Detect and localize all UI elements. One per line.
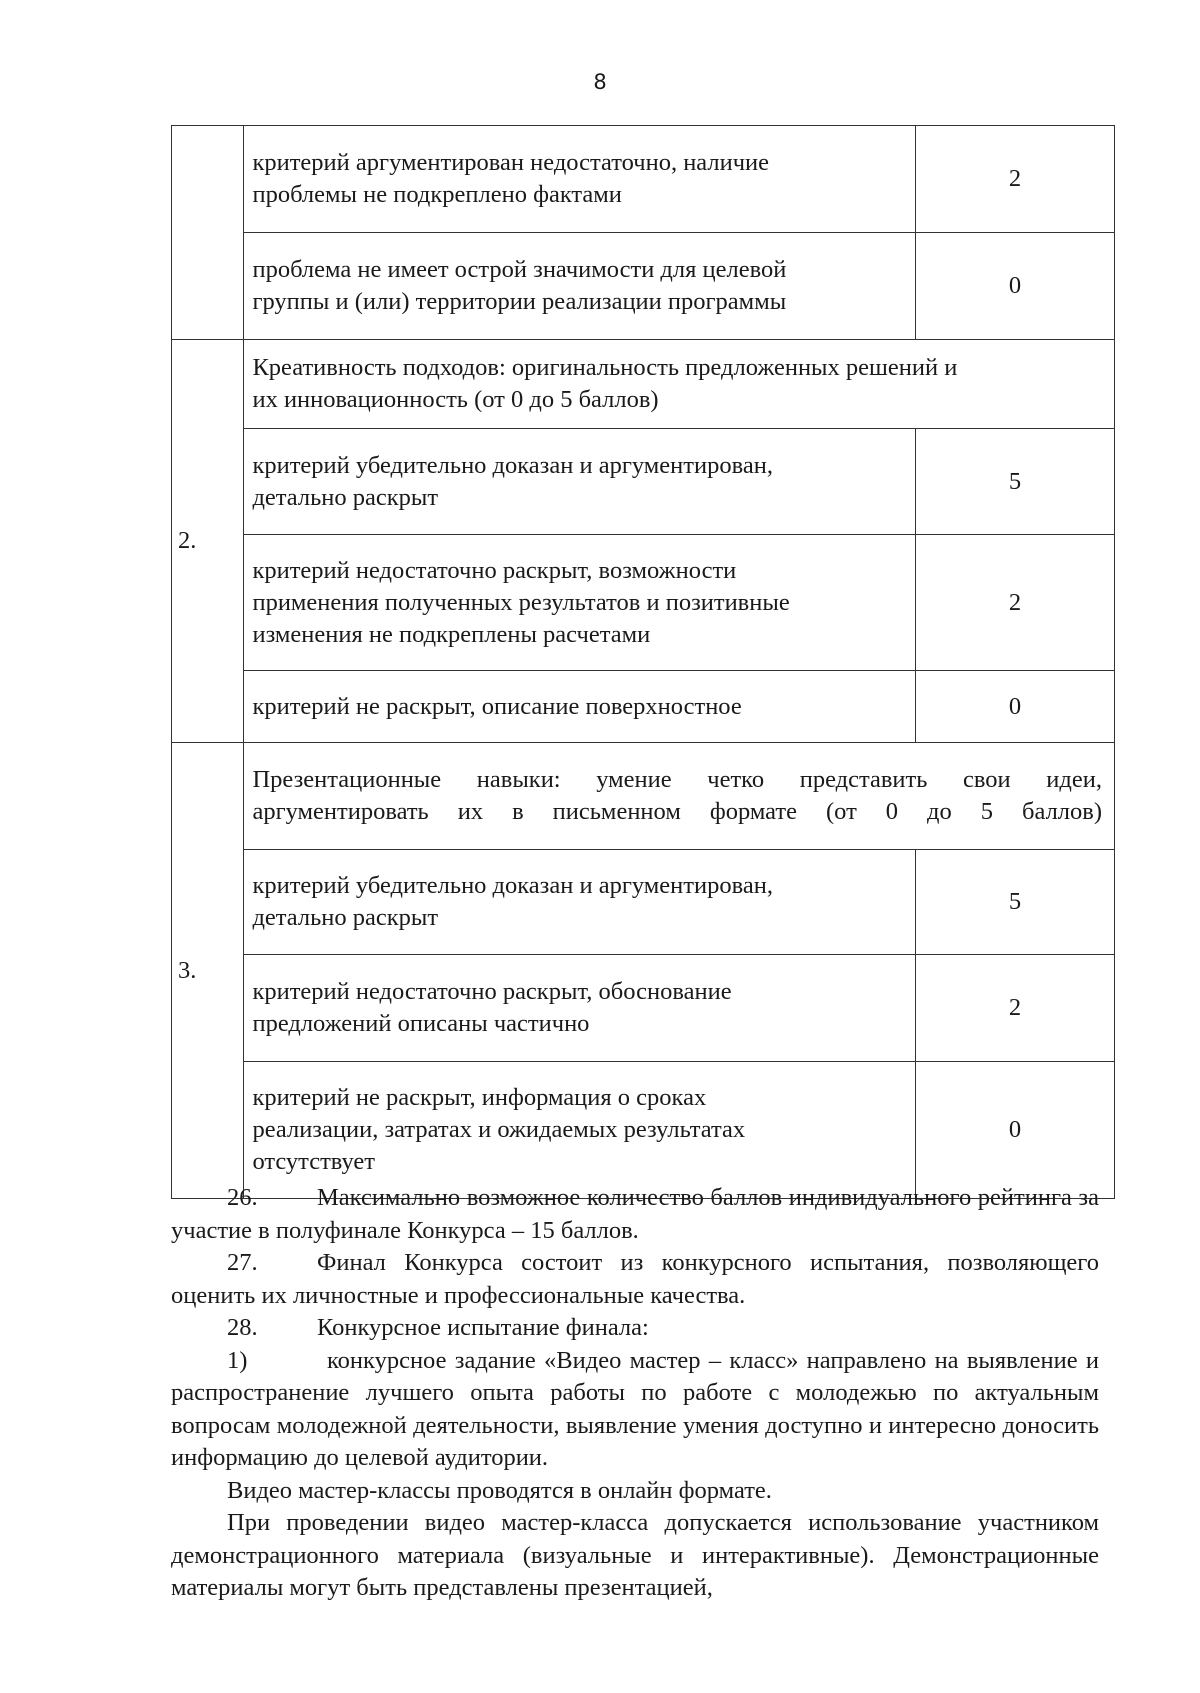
criterion-score: 2 (916, 955, 1115, 1062)
criterion-description: критерий недостаточно раскрыт, возможности применения полученных результатов и позитивные изменения не подкреплены расчетами (244, 535, 916, 671)
criterion-description: критерий убедительно доказан и аргументирован, детально раскрыт (244, 429, 916, 535)
criterion-score: 0 (916, 671, 1115, 743)
criterion-score: 5 (916, 429, 1115, 535)
paragraph-26: 26. Максимально возможное количество баллов индивидуального рейтинга за участие в полуфинале Конкурса – 15 баллов. (171, 1184, 1099, 1244)
table-row (172, 340, 1115, 429)
criterion-header: Креативность подходов: оригинальность предложенных решений и их инновационность (от 0 до 5 баллов) (244, 340, 1115, 429)
criterion-number (172, 126, 244, 340)
criterion-description: проблема не имеет острой значимости для целевой группы и (или) территории реализации программы (244, 233, 916, 340)
criterion-description: критерий недостаточно раскрыт, обоснование предложений описаны частично (244, 955, 916, 1062)
criteria-table (171, 125, 1115, 1199)
table-row (172, 233, 1115, 340)
paragraph-28-1: 1) конкурсное задание «Видео мастер – класс» направлено на выявление и распространение лучшего опыта работы по работе с молодежью по актуальным вопросам молодежной деятельности, выявление умения доступно и интересно доносить информацию до целевой аудитории. (171, 1346, 1099, 1471)
criterion-description: критерий не раскрыт, описание поверхностное (244, 671, 916, 743)
table-row (172, 955, 1115, 1062)
criterion-description: критерий аргументирован недостаточно, наличие проблемы не подкреплено фактами (244, 126, 916, 233)
paragraph-27: 27. Финал Конкурса состоит из конкурсного испытания, позволяющего оценить их личностные и профессиональные качества. (171, 1249, 1099, 1309)
criterion-description: критерий не раскрыт, информация о сроках реализации, затратах и ожидаемых результатах отсутствует (244, 1062, 916, 1199)
criterion-number: 3. (172, 743, 244, 1199)
paragraph-online: Видео мастер-классы проводятся в онлайн формате. (227, 1476, 772, 1504)
page-number: 8 (593, 70, 607, 94)
table-row (172, 850, 1115, 955)
criterion-number: 2. (172, 340, 244, 743)
table-row (172, 126, 1115, 233)
criterion-score: 2 (916, 535, 1115, 671)
table-row (172, 1062, 1115, 1199)
table-row (172, 429, 1115, 535)
criterion-header: Презентационные навыки: умение четко представить свои идеи, аргументировать их в письменном формате (от 0 до 5 баллов) (244, 743, 1115, 850)
table-row (172, 535, 1115, 671)
criterion-score: 0 (916, 233, 1115, 340)
table-row (172, 671, 1115, 743)
criterion-score: 2 (916, 126, 1115, 233)
document-body (171, 1182, 1099, 1605)
criterion-score: 0 (916, 1062, 1115, 1199)
criterion-score: 5 (916, 850, 1115, 955)
paragraph-28: 28. Конкурсное испытание финала: (227, 1314, 649, 1341)
paragraph-demo: При проведении видео мастер-класса допускается использование участником демонстрационного материала (визуальные и интерактивные). Демонстрационные материалы могут быть представлены презентацией, (171, 1509, 1099, 1601)
table-row (172, 743, 1115, 850)
criterion-description: критерий убедительно доказан и аргументирован, детально раскрыт (244, 850, 916, 955)
